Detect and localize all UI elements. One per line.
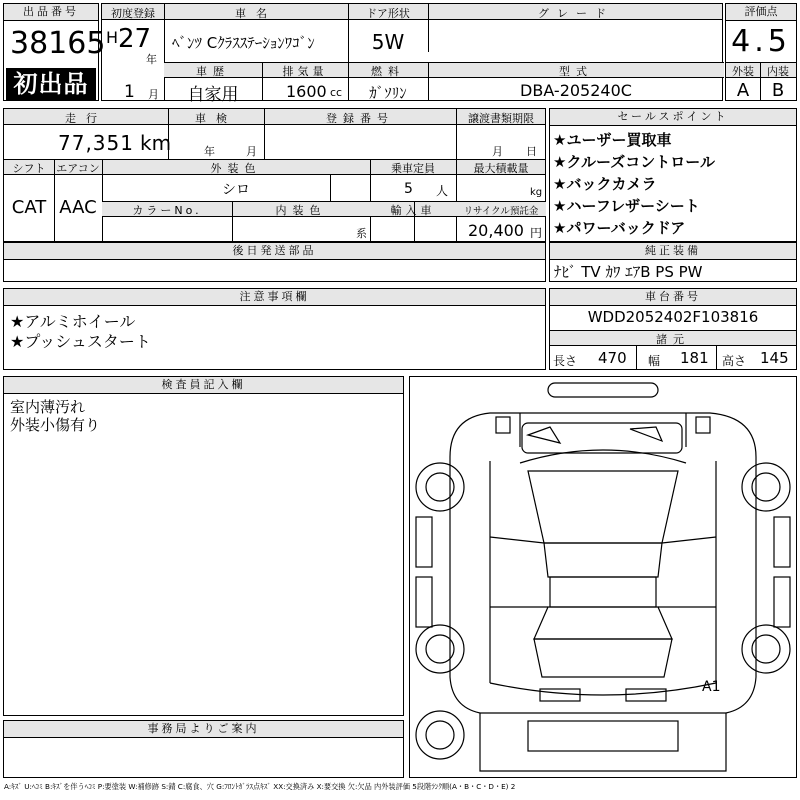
recycle-unit: 円 bbox=[530, 226, 543, 240]
wheel-rear-right bbox=[742, 625, 790, 673]
roof-panel bbox=[550, 577, 656, 607]
equipment-box bbox=[549, 242, 797, 282]
interior-grade-label: 内装 bbox=[767, 65, 789, 78]
score-value: 4.5 bbox=[731, 24, 791, 59]
mileage-label: 走行 bbox=[65, 112, 107, 125]
mileage-unit: km bbox=[140, 131, 172, 155]
inspection-month-unit: 月 bbox=[246, 145, 257, 158]
office-box bbox=[3, 720, 404, 778]
recycle-label: リサイクル預託金 bbox=[463, 206, 539, 217]
equipment-value: ﾅﾋﾞ TV ｶﾜ ｴｱB PS PW bbox=[554, 263, 703, 281]
shift-value: CAT bbox=[11, 197, 47, 218]
lot-number: 38165 bbox=[10, 26, 106, 61]
color-value: シロ bbox=[222, 182, 250, 198]
grille bbox=[522, 423, 682, 453]
chassis-number: WDD2052402F103816 bbox=[587, 308, 759, 326]
lot-label: 出品番号 bbox=[4, 4, 98, 21]
wheel-front-right bbox=[742, 463, 790, 511]
exterior-grade: A bbox=[736, 80, 750, 101]
capacity-label: 乗車定員 bbox=[391, 162, 435, 175]
model-label: 型式 bbox=[559, 65, 593, 78]
name-label: 車名 bbox=[235, 7, 277, 20]
rear-view bbox=[480, 713, 726, 771]
sales-point-item: ★ユーザー買取車 bbox=[553, 131, 672, 149]
trunk bbox=[534, 639, 672, 677]
details-box bbox=[3, 108, 546, 242]
width-label: 幅 bbox=[648, 354, 661, 368]
lot-box bbox=[3, 3, 106, 101]
color-no-label: カラーNo. bbox=[132, 204, 202, 217]
fuel-value: ｶﾞｿﾘﾝ bbox=[369, 84, 407, 102]
interior-grade: B bbox=[771, 80, 785, 101]
inspector-label: 検査員記入欄 bbox=[4, 377, 403, 394]
note-item: ★プッシュスタート bbox=[10, 332, 151, 351]
width-value: 181 bbox=[680, 349, 709, 367]
later-parts-box bbox=[3, 242, 546, 282]
interior-color-suffix: 系 bbox=[356, 227, 367, 240]
era-letter: H bbox=[106, 28, 119, 47]
inspection-label: 車検 bbox=[195, 112, 237, 125]
capacity-unit: 人 bbox=[436, 184, 449, 198]
first-reg-year: 27 bbox=[118, 24, 152, 54]
transfer-day-unit: 日 bbox=[526, 145, 537, 158]
equipment-label: 純正装備 bbox=[550, 243, 796, 260]
fuel-label: 燃料 bbox=[371, 65, 405, 78]
diagram-mark: A1 bbox=[702, 679, 721, 695]
length-label: 長さ bbox=[553, 354, 578, 368]
displacement-label: 排気量 bbox=[282, 65, 328, 78]
spare-wheel bbox=[416, 711, 464, 759]
sales-point-item: ★パワーバックドア bbox=[553, 219, 686, 237]
notes-label: 注意事項欄 bbox=[4, 289, 545, 306]
model-value: DBA-205240C bbox=[520, 81, 632, 100]
inspector-line: 室内薄汚れ bbox=[10, 398, 86, 416]
length-value: 470 bbox=[598, 349, 627, 367]
sales-point-item: ★クルーズコントロール bbox=[553, 153, 715, 171]
wheel-front-left bbox=[416, 463, 464, 511]
sales-point-item: ★ハーフレザーシート bbox=[553, 197, 700, 215]
capacity-value: 5 bbox=[404, 181, 413, 197]
sales-points-label: セールスポイント bbox=[550, 109, 796, 126]
roof-outline bbox=[548, 383, 658, 397]
ac-value: AAC bbox=[59, 197, 97, 218]
inspector-line: 外装小傷有り bbox=[10, 416, 101, 434]
displacement-value: 1600 bbox=[286, 82, 327, 101]
car-diagram-box bbox=[409, 376, 797, 778]
hood bbox=[528, 471, 678, 543]
car-diagram bbox=[410, 377, 796, 777]
legend-text: A:ｷｽﾞ U:ﾍｺﾐ B:ｷｽﾞを伴うﾍｺﾐ P:要塗装 W:補修跡 S:錆 C:腐食、穴 G:ﾌﾛﾝﾄｶﾞﾗｽ点ｷｽﾞ XX:交換済み X:要交換 欠:欠品 内外装評価 5段階ﾗﾝｸ順(A・B・C・D・E) 2 bbox=[4, 782, 516, 791]
color-label: 外装色 bbox=[210, 162, 262, 175]
grade-label: グレード bbox=[538, 7, 614, 20]
height-label: 高さ bbox=[722, 354, 747, 368]
transfer-label: 譲渡書類期限 bbox=[468, 112, 534, 125]
door-type: 5W bbox=[371, 30, 405, 54]
note-item: ★アルミホイール bbox=[10, 312, 136, 331]
first-listing-label: 初出品 bbox=[13, 70, 89, 98]
inspector-box bbox=[3, 376, 404, 716]
shift-label: シフト bbox=[12, 162, 46, 175]
exterior-grade-label: 外装 bbox=[732, 65, 754, 78]
notes-box bbox=[3, 288, 546, 370]
later-parts-label: 後日発送部品 bbox=[4, 243, 545, 260]
sales-point-item: ★バックカメラ bbox=[553, 175, 657, 193]
score-box bbox=[725, 3, 797, 101]
first-reg-label: 初度登録 bbox=[111, 7, 155, 20]
month-unit: 月 bbox=[148, 88, 159, 101]
spec-label: 諸元 bbox=[656, 333, 690, 346]
interior-color-label: 内装色 bbox=[275, 204, 327, 217]
history-label: 車歴 bbox=[196, 65, 230, 78]
chassis-label: 車台番号 bbox=[550, 289, 796, 306]
score-label: 評価点 bbox=[726, 4, 796, 21]
office-label: 事務局よりご案内 bbox=[4, 721, 403, 738]
vehicle-name: ﾍﾞﾝﾂ Cｸﾗｽｽﾃｰｼｮﾝﾜｺﾞﾝ bbox=[172, 34, 315, 52]
windshield bbox=[544, 543, 662, 577]
door-label: ドア形状 bbox=[366, 7, 410, 20]
recycle-fee: 20,400 bbox=[468, 221, 524, 240]
year-unit: 年 bbox=[146, 53, 157, 66]
main-info-box bbox=[101, 3, 723, 105]
max-load-unit: kg bbox=[530, 187, 543, 198]
displacement-unit: cc bbox=[330, 86, 343, 99]
ac-label: エアコン bbox=[56, 162, 100, 175]
history-value: 自家用 bbox=[187, 85, 239, 105]
import-label: 輸入車 bbox=[390, 204, 436, 217]
chassis-box bbox=[549, 288, 797, 370]
first-listing-badge bbox=[6, 68, 96, 100]
inspection-year-unit: 年 bbox=[204, 145, 215, 158]
rear-window bbox=[534, 607, 672, 639]
mileage-value: 77,351 bbox=[58, 131, 134, 155]
rear-plate bbox=[540, 689, 580, 701]
right-side bbox=[726, 457, 756, 713]
front-bumper bbox=[520, 413, 686, 447]
height-value: 145 bbox=[760, 349, 789, 367]
transfer-month-unit: 月 bbox=[492, 145, 503, 158]
sales-points-box bbox=[549, 108, 797, 242]
max-load-label: 最大積載量 bbox=[473, 162, 529, 175]
first-reg-month: 1 bbox=[124, 82, 135, 102]
left-side bbox=[450, 457, 480, 713]
wheel-rear-left bbox=[416, 625, 464, 673]
reg-number-label: 登録番号 bbox=[326, 112, 394, 125]
